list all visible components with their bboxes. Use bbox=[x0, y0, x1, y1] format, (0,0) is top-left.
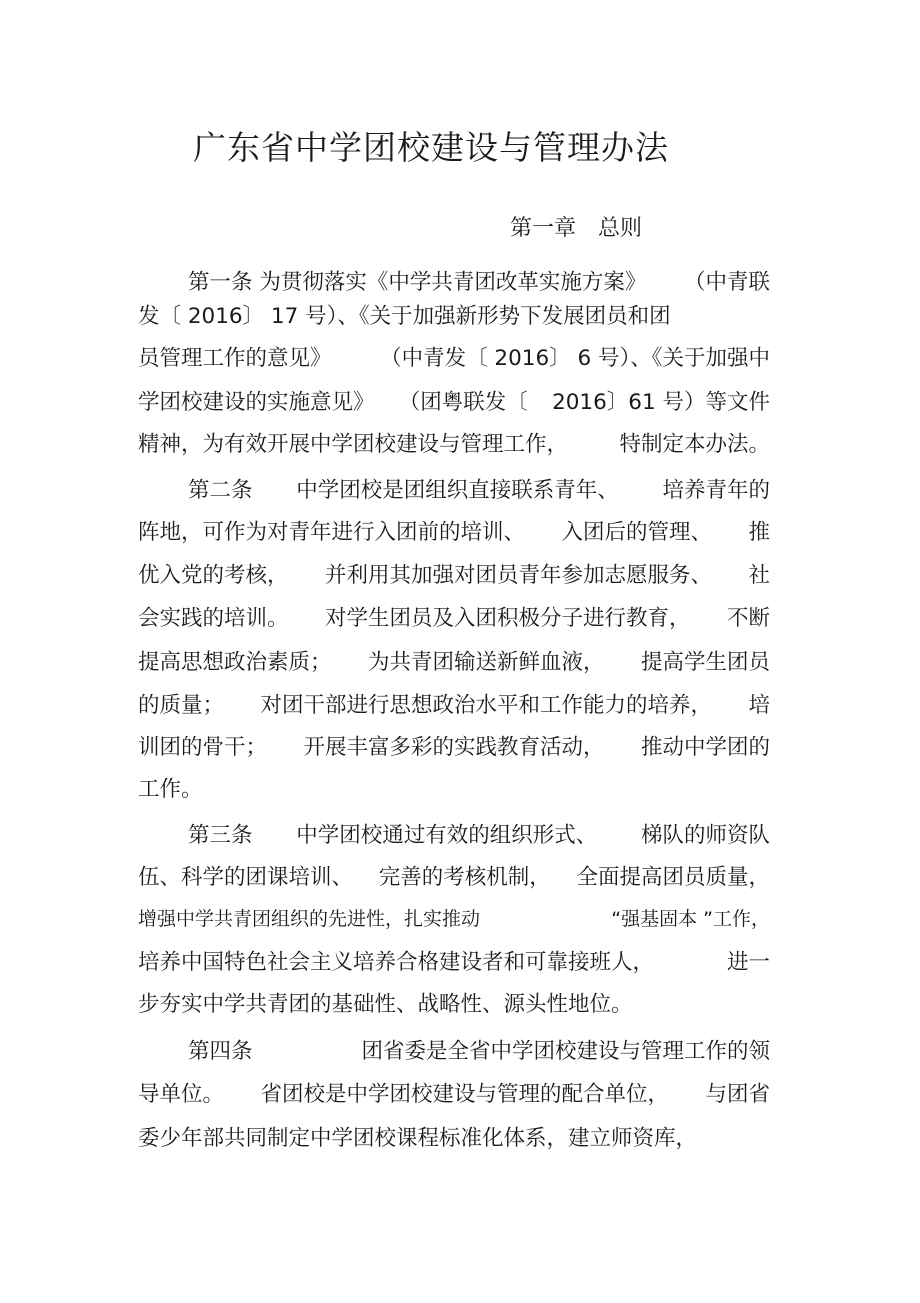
text-segment: （中青联 bbox=[683, 270, 770, 295]
text-line bbox=[138, 987, 770, 1023]
text-segment: 第四条 bbox=[188, 1039, 253, 1064]
chapter-heading: 第一章 总则 bbox=[510, 216, 643, 241]
text-segment: 全面提高团员质量， bbox=[576, 865, 770, 890]
text-segment: 步夯实中学共青团的基础性、战略性、源头性地位。 bbox=[138, 992, 633, 1017]
text-segment: （团粤联发〔 bbox=[398, 390, 528, 415]
text-segment: 社 bbox=[748, 563, 770, 588]
text-segment: 进一 bbox=[726, 950, 770, 975]
text-line bbox=[138, 901, 770, 937]
text-line bbox=[138, 601, 770, 637]
text-segment: 团省委是全省中学团校建设与管理工作的领 bbox=[361, 1039, 770, 1064]
text-line bbox=[138, 1121, 770, 1157]
text-segment: 委少年部共同制定中学团校课程标准化体系，建立师资库， bbox=[138, 1126, 698, 1151]
text-segment: 的质量； bbox=[138, 693, 225, 718]
text-segment: 伍、科学的团课培训、 bbox=[138, 865, 354, 890]
text-segment: 阵地，可作为对青年进行入团前的培训、 bbox=[138, 520, 526, 545]
text-line bbox=[188, 818, 770, 854]
text-segment: 入团后的管理、 bbox=[561, 520, 712, 545]
text-segment: 第三条 bbox=[188, 823, 253, 848]
text-line bbox=[188, 265, 770, 301]
text-line bbox=[138, 341, 770, 377]
text-segment: 对学生团员及入团积极分子进行教育， bbox=[324, 606, 691, 631]
text-segment: 增强中学共青团组织的先进性，扎实推动 bbox=[138, 908, 481, 930]
text-segment: 培养青年的 bbox=[662, 478, 770, 503]
text-segment: 推 bbox=[748, 520, 770, 545]
text-segment: 省团校是中学团校建设与管理的配合单位， bbox=[260, 1082, 669, 1107]
text-segment: （中青发〔 2016〕 6 号）、《关于加强中 bbox=[380, 346, 770, 371]
text-segment: 培养中国特色社会主义培养合格建设者和可靠接班人， bbox=[138, 950, 655, 975]
text-segment: 并利用其加强对团员青年参加志愿服务、 bbox=[324, 563, 712, 588]
text-segment: “强基固本 ”工作， bbox=[611, 908, 770, 930]
text-line bbox=[138, 688, 770, 724]
text-segment: 为共青团输送新鲜血液， bbox=[367, 650, 605, 675]
text-segment: 第二条 bbox=[188, 478, 253, 503]
text-segment: 梯队的师资队 bbox=[640, 823, 770, 848]
text-line bbox=[188, 1034, 770, 1070]
text-segment: 导单位。 bbox=[138, 1082, 225, 1107]
text-segment: 优入党的考核， bbox=[138, 563, 289, 588]
text-segment: 学团校建设的实施意见》 bbox=[138, 390, 375, 415]
text-line bbox=[138, 772, 770, 808]
text-segment: 特制定本办法。 bbox=[619, 432, 770, 457]
text-segment: 中学团校是团组织直接联系青年、 bbox=[296, 478, 619, 503]
text-line bbox=[138, 385, 770, 421]
text-line bbox=[138, 645, 770, 681]
text-segment: 员管理工作的意见》 bbox=[138, 346, 332, 371]
text-segment: 不断 bbox=[726, 606, 770, 631]
text-segment: 开展丰富多彩的实践教育活动， bbox=[303, 735, 605, 760]
text-segment: 第一条 为贯彻落实《中学共青团改革实施方案》 bbox=[188, 270, 647, 295]
text-segment: 对团干部进行思想政治水平和工作能力的培养， bbox=[260, 693, 712, 718]
text-segment: 完善的考核机制， bbox=[378, 865, 551, 890]
text-line bbox=[138, 427, 770, 463]
text-line bbox=[138, 299, 770, 335]
text-segment: 与团省 bbox=[705, 1082, 770, 1107]
text-segment: 培 bbox=[748, 693, 770, 718]
text-segment: 提高思想政治素质； bbox=[138, 650, 332, 675]
text-line bbox=[138, 515, 770, 551]
text-segment: 训团的骨干； bbox=[138, 735, 268, 760]
text-line bbox=[138, 860, 770, 896]
text-segment: 提高学生团员 bbox=[640, 650, 770, 675]
text-segment: 发〔 2016〕 17 号）、《关于加强新形势下发展团员和团 bbox=[138, 304, 671, 329]
text-line bbox=[138, 945, 770, 981]
text-line bbox=[188, 473, 770, 509]
text-segment: 2016〕61 号）等文件 bbox=[552, 390, 770, 415]
text-segment: 推动中学团的 bbox=[640, 735, 770, 760]
text-line bbox=[138, 730, 770, 766]
text-segment: 中学团校通过有效的组织形式、 bbox=[296, 823, 598, 848]
text-segment: 会实践的培训。 bbox=[138, 606, 289, 631]
text-line bbox=[138, 1077, 770, 1113]
text-segment: 精神，为有效开展中学团校建设与管理工作， bbox=[138, 432, 569, 457]
document-title: 广东省中学团校建设与管理办法 bbox=[193, 128, 669, 167]
text-segment: 工作。 bbox=[138, 777, 203, 802]
text-line bbox=[138, 558, 770, 594]
